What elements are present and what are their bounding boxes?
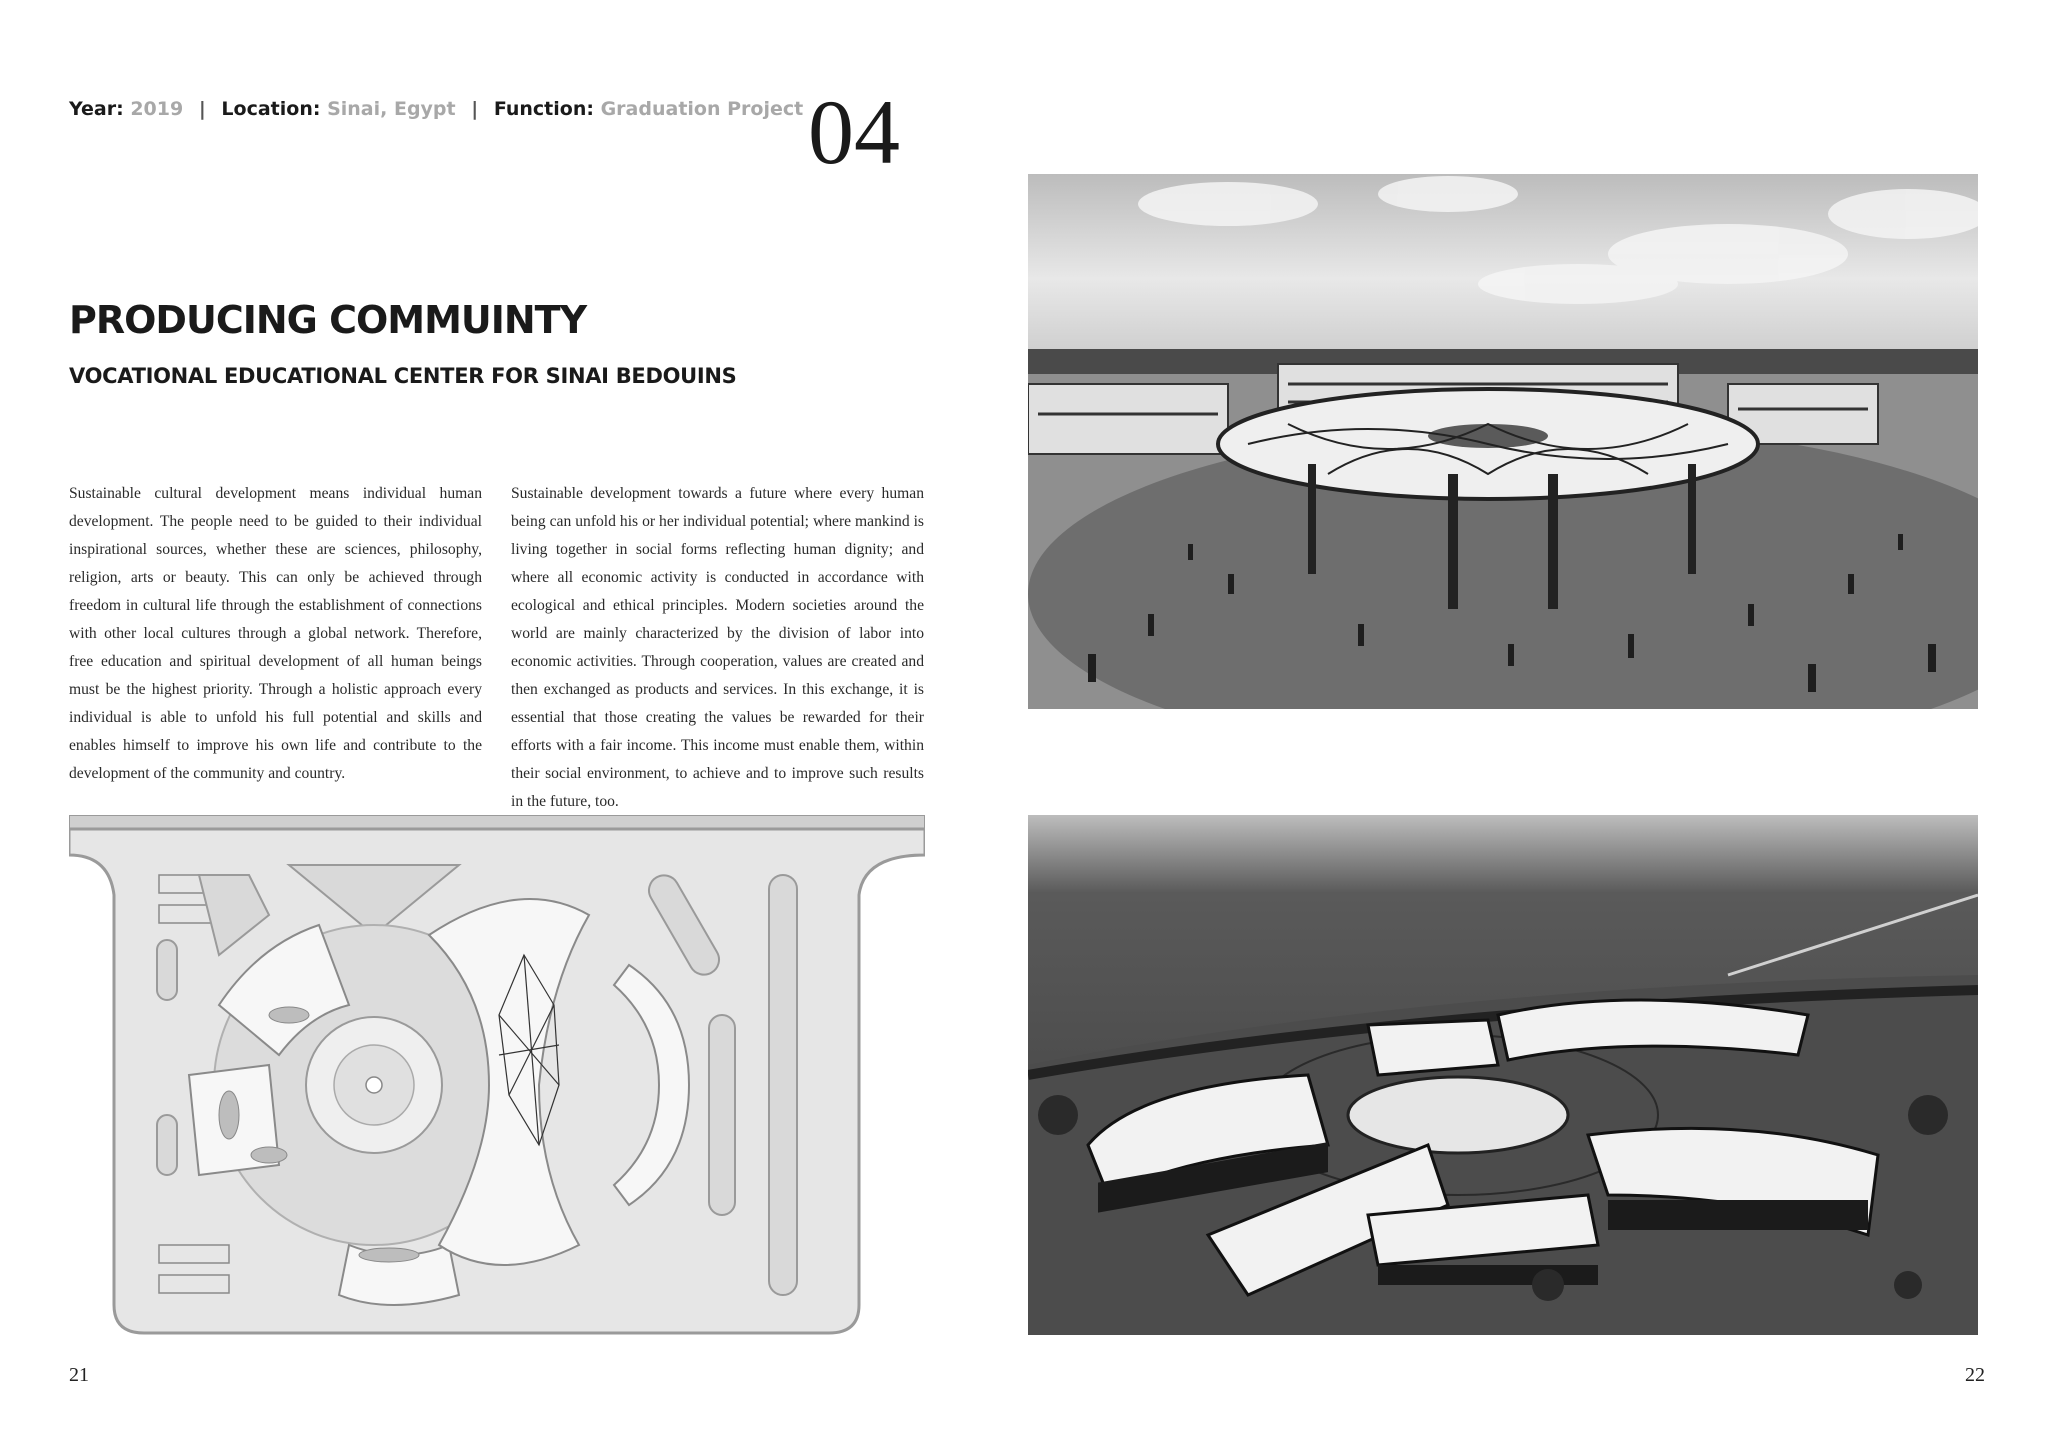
plaza-perspective-render — [1028, 174, 1978, 709]
body-text-column-2: Sustainable development towards a future where every human being can unfold his or her individual potential; where mankind is living together in social forms reflecting human dignity; and where all economic activity is conducted in accordance with ecological and ethical principles. Modern societies around the world are mainly characterized by the division of labor into economic activities. Through cooperation, values are created and then exchanged as products and services. In this exchange, it is essential that those creating the values be rewarded for their efforts with a fair income. This income must enable them, within their social environment, to achieve and to improve such results in the future, too. — [511, 485, 924, 810]
year-label: Year: — [69, 98, 124, 120]
function-value: Graduation Project — [600, 98, 804, 120]
meta-separator: | — [471, 98, 479, 120]
page-number-right: 22 — [1965, 1364, 1985, 1386]
aerial-view-render — [1028, 815, 1978, 1335]
project-meta — [69, 98, 803, 120]
page-title: PRODUCING COMMUINTY — [69, 298, 587, 342]
page-subtitle: VOCATIONAL EDUCATIONAL CENTER FOR SINAI BEDOUINS — [69, 364, 737, 388]
chapter-number: 04 — [808, 81, 900, 183]
location-value: Sinai, Egypt — [327, 98, 456, 120]
location-label: Location: — [221, 98, 321, 120]
function-label: Function: — [493, 98, 594, 120]
page-number-left: 21 — [69, 1364, 89, 1386]
site-plan-drawing — [69, 815, 925, 1335]
body-text-column-1: Sustainable cultural development means individual human development. The people need to be guided to their individual inspirational sources, whether these are sciences, philosophy, religion, arts or beauty. This can only be achieved through freedom in cultural life through the establishment of connections with other local cultures through a global network. Therefore, free education and spiritual development of all human beings must be the highest priority. Through a holistic approach every individual is able to unfold his full potential and skills and enables himself to improve his own life and contribute to the development of the community and country. — [69, 485, 482, 782]
meta-separator: | — [198, 98, 206, 120]
year-value: 2019 — [130, 98, 184, 120]
